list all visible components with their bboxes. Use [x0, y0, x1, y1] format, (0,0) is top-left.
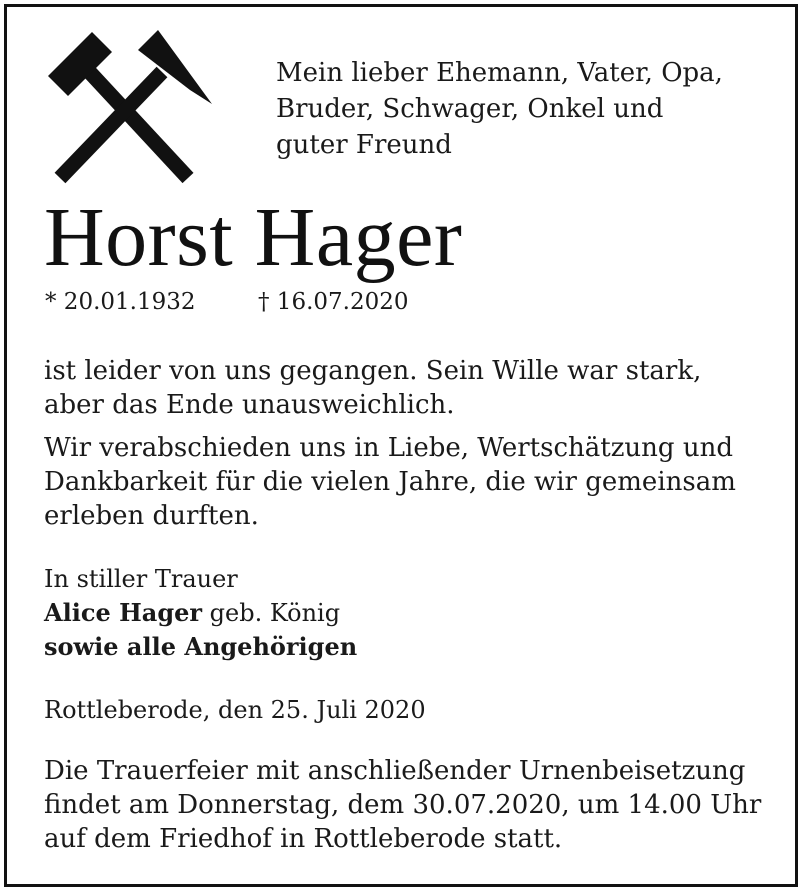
- paragraph-farewell: [44, 354, 701, 422]
- paragraph-line: aber das Ende unausweichlich.: [44, 390, 455, 420]
- deceased-name: Horst Hager: [44, 191, 463, 284]
- intro-line: guter Freund: [276, 130, 452, 160]
- paragraph-line: Dankbarkeit für die vielen Jahre, die wir gemeinsam: [44, 467, 736, 497]
- mourners-others: sowie alle Angehörigen: [44, 632, 358, 661]
- intro-line: Bruder, Schwager, Onkel und: [276, 94, 664, 124]
- ceremony-line: findet am Donnerstag, dem 30.07.2020, um 14.00 Uhr: [44, 790, 762, 820]
- mourner-spouse: [44, 596, 357, 630]
- paragraph-line: erleben durften.: [44, 501, 259, 531]
- death-date: † 16.07.2020: [258, 289, 409, 315]
- hammer-and-pick-icon: [42, 30, 217, 185]
- spouse-name: Alice Hager: [44, 598, 203, 627]
- ceremony-line: Die Trauerfeier mit anschließender Urnenbeisetzung: [44, 756, 746, 786]
- paragraph-gratitude: [44, 431, 736, 533]
- spouse-maiden-name: geb. König: [202, 599, 341, 627]
- paragraph-line: Wir verabschieden uns in Liebe, Wertschätzung und: [44, 433, 733, 463]
- paragraph-line: ist leider von uns gegangen. Sein Wille war stark,: [44, 356, 702, 386]
- intro-line: Mein lieber Ehemann, Vater, Opa,: [276, 58, 723, 88]
- birth-date: * 20.01.1932: [45, 289, 196, 315]
- intro-text: [276, 55, 723, 163]
- ceremony-line: auf dem Friedhof in Rottleberode statt.: [44, 824, 563, 854]
- mourners-heading: In stiller Trauer: [44, 565, 238, 593]
- mourners-block: [44, 562, 357, 664]
- ceremony-notice: [44, 754, 761, 856]
- place-date: Rottleberode, den 25. Juli 2020: [44, 696, 426, 724]
